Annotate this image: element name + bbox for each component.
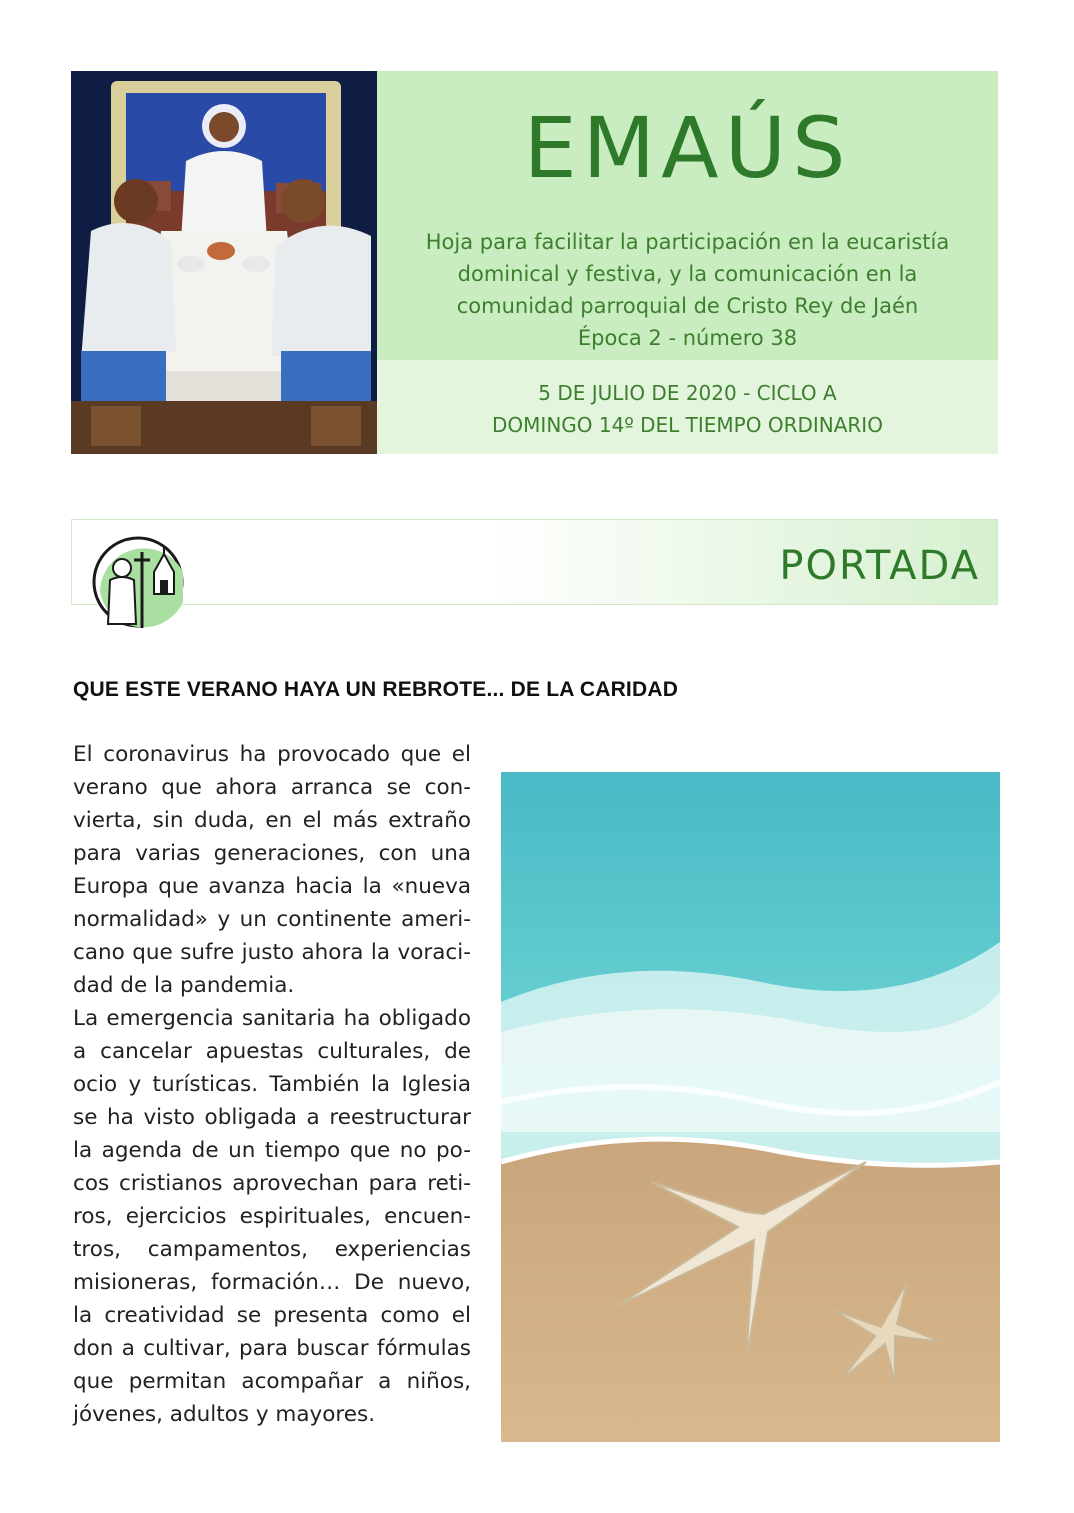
masthead-subtitle — [377, 226, 998, 354]
body-line: don a cultivar, para buscar fórmulas — [73, 1336, 471, 1361]
body-line: La emergencia sanitaria ha obligado — [73, 1006, 471, 1031]
body-line: a cancelar apuestas culturales, de — [73, 1039, 471, 1064]
body-line: tros, campamentos, experiencias — [73, 1237, 471, 1262]
body-line: vierta, sin duda, en el más extraño — [73, 808, 471, 833]
section-title: PORTADA — [779, 543, 980, 589]
body-line: El coronavirus ha provocado que el — [73, 742, 471, 767]
pilgrim-church-icon — [88, 532, 200, 644]
body-line: que permitan acompañar a niños, — [73, 1369, 471, 1394]
body-line: misioneras, formación… De nuevo, — [73, 1270, 471, 1295]
body-line: verano que ahora arranca se con- — [73, 775, 471, 800]
body-line: la agenda de un tiempo que no po- — [73, 1138, 471, 1163]
body-line: cano que sufre justo ahora la voraci- — [73, 940, 471, 965]
liturgical-day-text: DOMINGO 14º DEL TIEMPO ORDINARIO — [492, 413, 883, 437]
subtitle-line: dominical y festiva, y la comunicación en la — [457, 262, 918, 286]
body-line: Europa que avanza hacia la «nueva — [73, 874, 471, 899]
body-line: para varias generaciones, con una — [73, 841, 471, 866]
body-line: la creatividad se presenta como el — [73, 1303, 471, 1328]
issue-number: Época 2 - número 38 — [577, 326, 798, 350]
article-body — [73, 738, 471, 1431]
date-line — [377, 377, 998, 441]
body-line: cos cristianos aprovechan para reti- — [73, 1171, 471, 1196]
subtitle-line: comunidad parroquial de Cristo Rey de Jaén — [456, 294, 919, 318]
body-line: se ha visto obligada a reestructurar — [73, 1105, 471, 1130]
body-line: ros, ejercicios espirituales, encuen- — [73, 1204, 471, 1229]
article-headline: QUE ESTE VERANO HAYA UN REBROTE... DE LA CARIDAD — [73, 678, 679, 701]
page-title: EMAÚS — [523, 99, 852, 197]
body-line: ocio y turísticas. También la Iglesia — [73, 1072, 471, 1097]
body-line: dad de la pandemia. — [73, 973, 295, 998]
beach-photo — [501, 772, 1000, 1442]
subtitle-line: Hoja para facilitar la participación en la eucaristía — [425, 230, 950, 254]
body-line: normalidad» y un continente ameri- — [73, 907, 471, 932]
body-line: jóvenes, adultos y mayores. — [73, 1402, 376, 1427]
date-text: 5 DE JULIO DE 2020 - CICLO A — [538, 381, 837, 405]
cover-painting — [71, 71, 377, 454]
